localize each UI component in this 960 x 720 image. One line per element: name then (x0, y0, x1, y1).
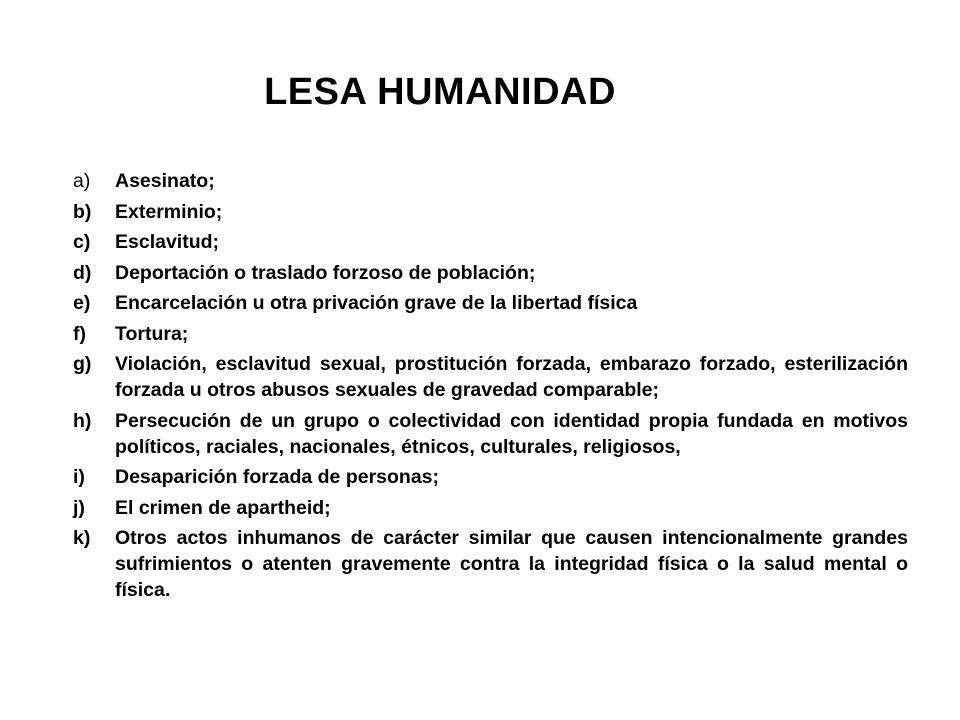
list-item (73, 495, 908, 521)
list-item (73, 260, 908, 286)
list-marker: f) (73, 322, 86, 345)
list-marker: e) (73, 292, 91, 314)
list-item (73, 199, 908, 225)
list-item-text: Asesinato; (115, 170, 215, 192)
list-marker: j) (73, 496, 85, 519)
list-marker: a) (73, 170, 91, 192)
crime-list (73, 168, 908, 608)
list-item-text: Deportación o traslado forzoso de población; (115, 261, 536, 284)
list-item-text: Esclavitud; (115, 231, 220, 253)
list-item-text: Persecución de un grupo o colectividad con identidad propia fundada en motivos políticos, raciales, nacionales, étnicos, culturales, religiosos, (115, 409, 908, 458)
list-item (73, 168, 908, 194)
list-marker: h) (73, 409, 92, 432)
list-marker: g) (73, 353, 92, 375)
list-item-text: Otros actos inhumanos de carácter similar que causen intencionalmente grandes sufrimientos o atenten gravemente contra la integridad física o la salud mental o física. (115, 527, 908, 601)
list-item-text: Exterminio; (115, 200, 223, 223)
list-marker: b) (73, 200, 92, 223)
slide-title: LESA HUMANIDAD (264, 71, 616, 113)
list-item-text: Encarcelación u otra privación grave de la libertad física (115, 292, 638, 314)
list-item-text: Desaparición forzada de personas; (115, 466, 440, 488)
list-item (73, 408, 908, 460)
list-item (73, 525, 908, 603)
list-item (73, 464, 908, 490)
list-item (73, 229, 908, 255)
list-item (73, 321, 908, 347)
list-marker: d) (73, 261, 92, 284)
list-marker: k) (73, 527, 91, 549)
list-item-text: Violación, esclavitud sexual, prostitución forzada, embarazo forzado, esterilización forzada u otros abusos sexuales de gravedad comparable; (115, 353, 908, 401)
list-item (73, 290, 908, 316)
list-item (73, 351, 908, 403)
list-marker: i) (73, 466, 85, 488)
list-item-text: Tortura; (115, 322, 189, 345)
list-item-text: El crimen de apartheid; (115, 496, 331, 519)
list-marker: c) (73, 231, 91, 253)
